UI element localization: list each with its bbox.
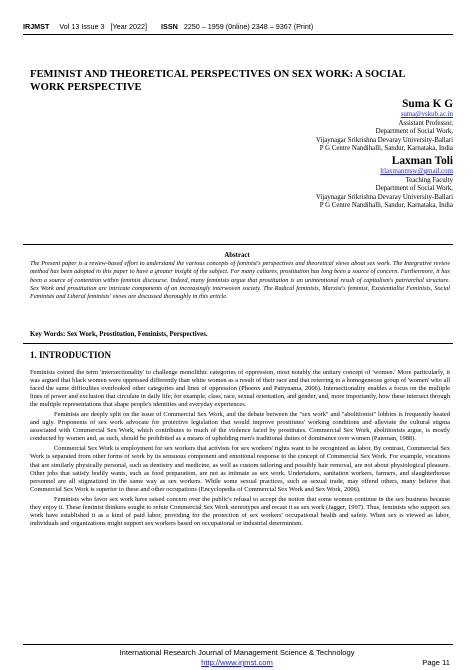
author-affil-2-line-2: Department of Social Work, [375, 185, 453, 193]
author-affil-2-line-3: Vijaynagar Srikrishna Devaray University-Ballari [315, 193, 453, 201]
author-affil-1-line-1: Assistant Professor, [398, 119, 453, 127]
author-affil-2-line-4: P G Centre Nandihalli, Sandur, Karnataka, India [319, 202, 453, 210]
section-body [30, 369, 450, 530]
header-rule [23, 34, 453, 35]
author-block [153, 97, 453, 211]
body-paragraph: Feminists who favor sex work have raised concern over the public's refusal to accept the notion that some women continue in the sex business because they enjoy it. These feminist thinkers sought to refute Commercial Sex Work stereotypes and recast it as sex work (Jagger, 1997). Thus, feminists who support sex work have established it as a kind of paid labor, providing for the protection of sex workers' occupational health and safety. When sex is viewed as labor, individuals and organizations might support sex workers based on occupational or industrial determinism. [30, 495, 450, 527]
keywords: Key Words: Sex Work, Prostitution, Feminists, Perspectives. [30, 331, 208, 338]
author-affil-2-line-1: Teaching Faculty [405, 176, 453, 184]
running-header [23, 22, 453, 31]
footer-url-link[interactable]: http://www.irjmst.com [201, 658, 273, 667]
abstract-top-rule [23, 244, 453, 245]
footer-journal-name: International Research Journal of Management Science & Technology [119, 648, 355, 657]
author-affil-1-line-2: Department of Social Work, [375, 128, 453, 136]
author-email-2[interactable]: ltlaxmanmsw@gmail.com [380, 167, 453, 175]
body-paragraph: Feminists are deeply split on the issue of Commercial Sex Work, and the debate between the "sex work" and "abolitionist" lobbies is frequently heated and ugly. Proponents of sex work advocate for protective legislation that would improve prostitutes' working conditions and alleviate the cultural stigma associated with Commercial Sex Work, which contributes to much of the violence faced by prostitutes. Commercial Sex Work, abolitionists argue, is mostly conducted by women and, as such, should be prohibited as a means of upholding men's traditional duties of dominance over women (Pateman, 1988). [30, 411, 450, 443]
keywords-rule [23, 343, 453, 344]
abstract-text: The Present paper is a review-based effort to understand the various concepts of feminist's perspectives and theoretical views about sex work. The Integrative review method has been adopted in this paper to have a greater insight of the subject. For many cultures, prostitution has long been a source of concern. Furthermore, it has been a source of contention within feminist discourse. Indeed, many feminists argue that prostitution is an unintentional result of capitalism's patriarchal structure. Sex Work and prostitution are intricate components of an increasingly interwoven society. The Radical feminists, Marxist's feminist, Existentialist Feminists, Social Feminists and Liberal feminists' views are discussed thoroughly in this article. [30, 260, 450, 301]
footer-url-row [0, 658, 474, 667]
abstract-heading: Abstract [224, 252, 250, 259]
page-number: Page 11 [422, 658, 450, 667]
paper-title: FEMINIST AND THEORETICAL PERSPECTIVES ON SEX WORK: A SOCIAL WORK PERSPECTIVE [30, 69, 406, 93]
body-paragraph: Feminists coined the term 'intersectionality' to challenge monolithic categories of oppression, most notably the unitary concept of 'women.' More particularly, it was argued that black women were oppressed differently than white women as a result of their race and that referring to a homogeneous group of 'women' who all faced the same difficulties overlooked other categories and lines of oppression (Phoenx and Pattynama, 2006). Intersectionality enables a focus on the multiple lines of power and exclusion that circulate in daily life; for example, class, race, sexual orientation, and gender, and, more importantly, how these intersect through the multiple representations that shape people's identities and everyday experiences. [30, 369, 450, 409]
volume-issue: Vol 13 Issue 3 [59, 22, 105, 31]
author-email-1[interactable]: suma@vskub.ac.in [400, 111, 453, 118]
author-affil-1-line-4: P G Centre Nandihalli, Sandur, Karnataka, India [319, 145, 453, 153]
issn-numbers: 2250 – 1959 (0nline) 2348 – 9367 (Print) [183, 22, 314, 31]
body-paragraph: Commercial Sex Work is employment for sex workers that activists for sex workers' rights want to be recognized as labor. By contrast, Commercial Sex Work is separated from other forms of work by its sensuous component and emotional response to the concept of Commercial Sex Work. For example, vocations that are similarly physically personal, such as dentistry and medicine, as well as custom tailoring and possibly hair removal, are not about physiological pleasure. Other jobs that satisfy bodily wants, such as food preparation, are not as intimate as sex work. Undertakers, sanitation workers, farmers, and slaughterhouse personnel are all stigmatized in the same way as sex workers. While some sexual practices, such as sexual trade, may offend others, many believe that Commercial Sex Work is superior to these and other occupations (Encyclopedia of Commercial Sex Work and Sex Work, 2006). [30, 445, 450, 493]
author-name-2: Laxman Toli [391, 154, 453, 167]
issn-label: ISSN [161, 22, 178, 31]
journal-abbrev: IRJMST [23, 22, 50, 31]
section-heading: 1. INTRODUCTION [30, 350, 112, 360]
author-affil-1-line-3: Vijaynagar Srikrishna Devaray University-Ballari [315, 136, 453, 144]
journal-year: [Year 2022] [110, 22, 148, 31]
footer-rule [23, 644, 453, 645]
author-name-1: Suma K G [402, 98, 453, 110]
